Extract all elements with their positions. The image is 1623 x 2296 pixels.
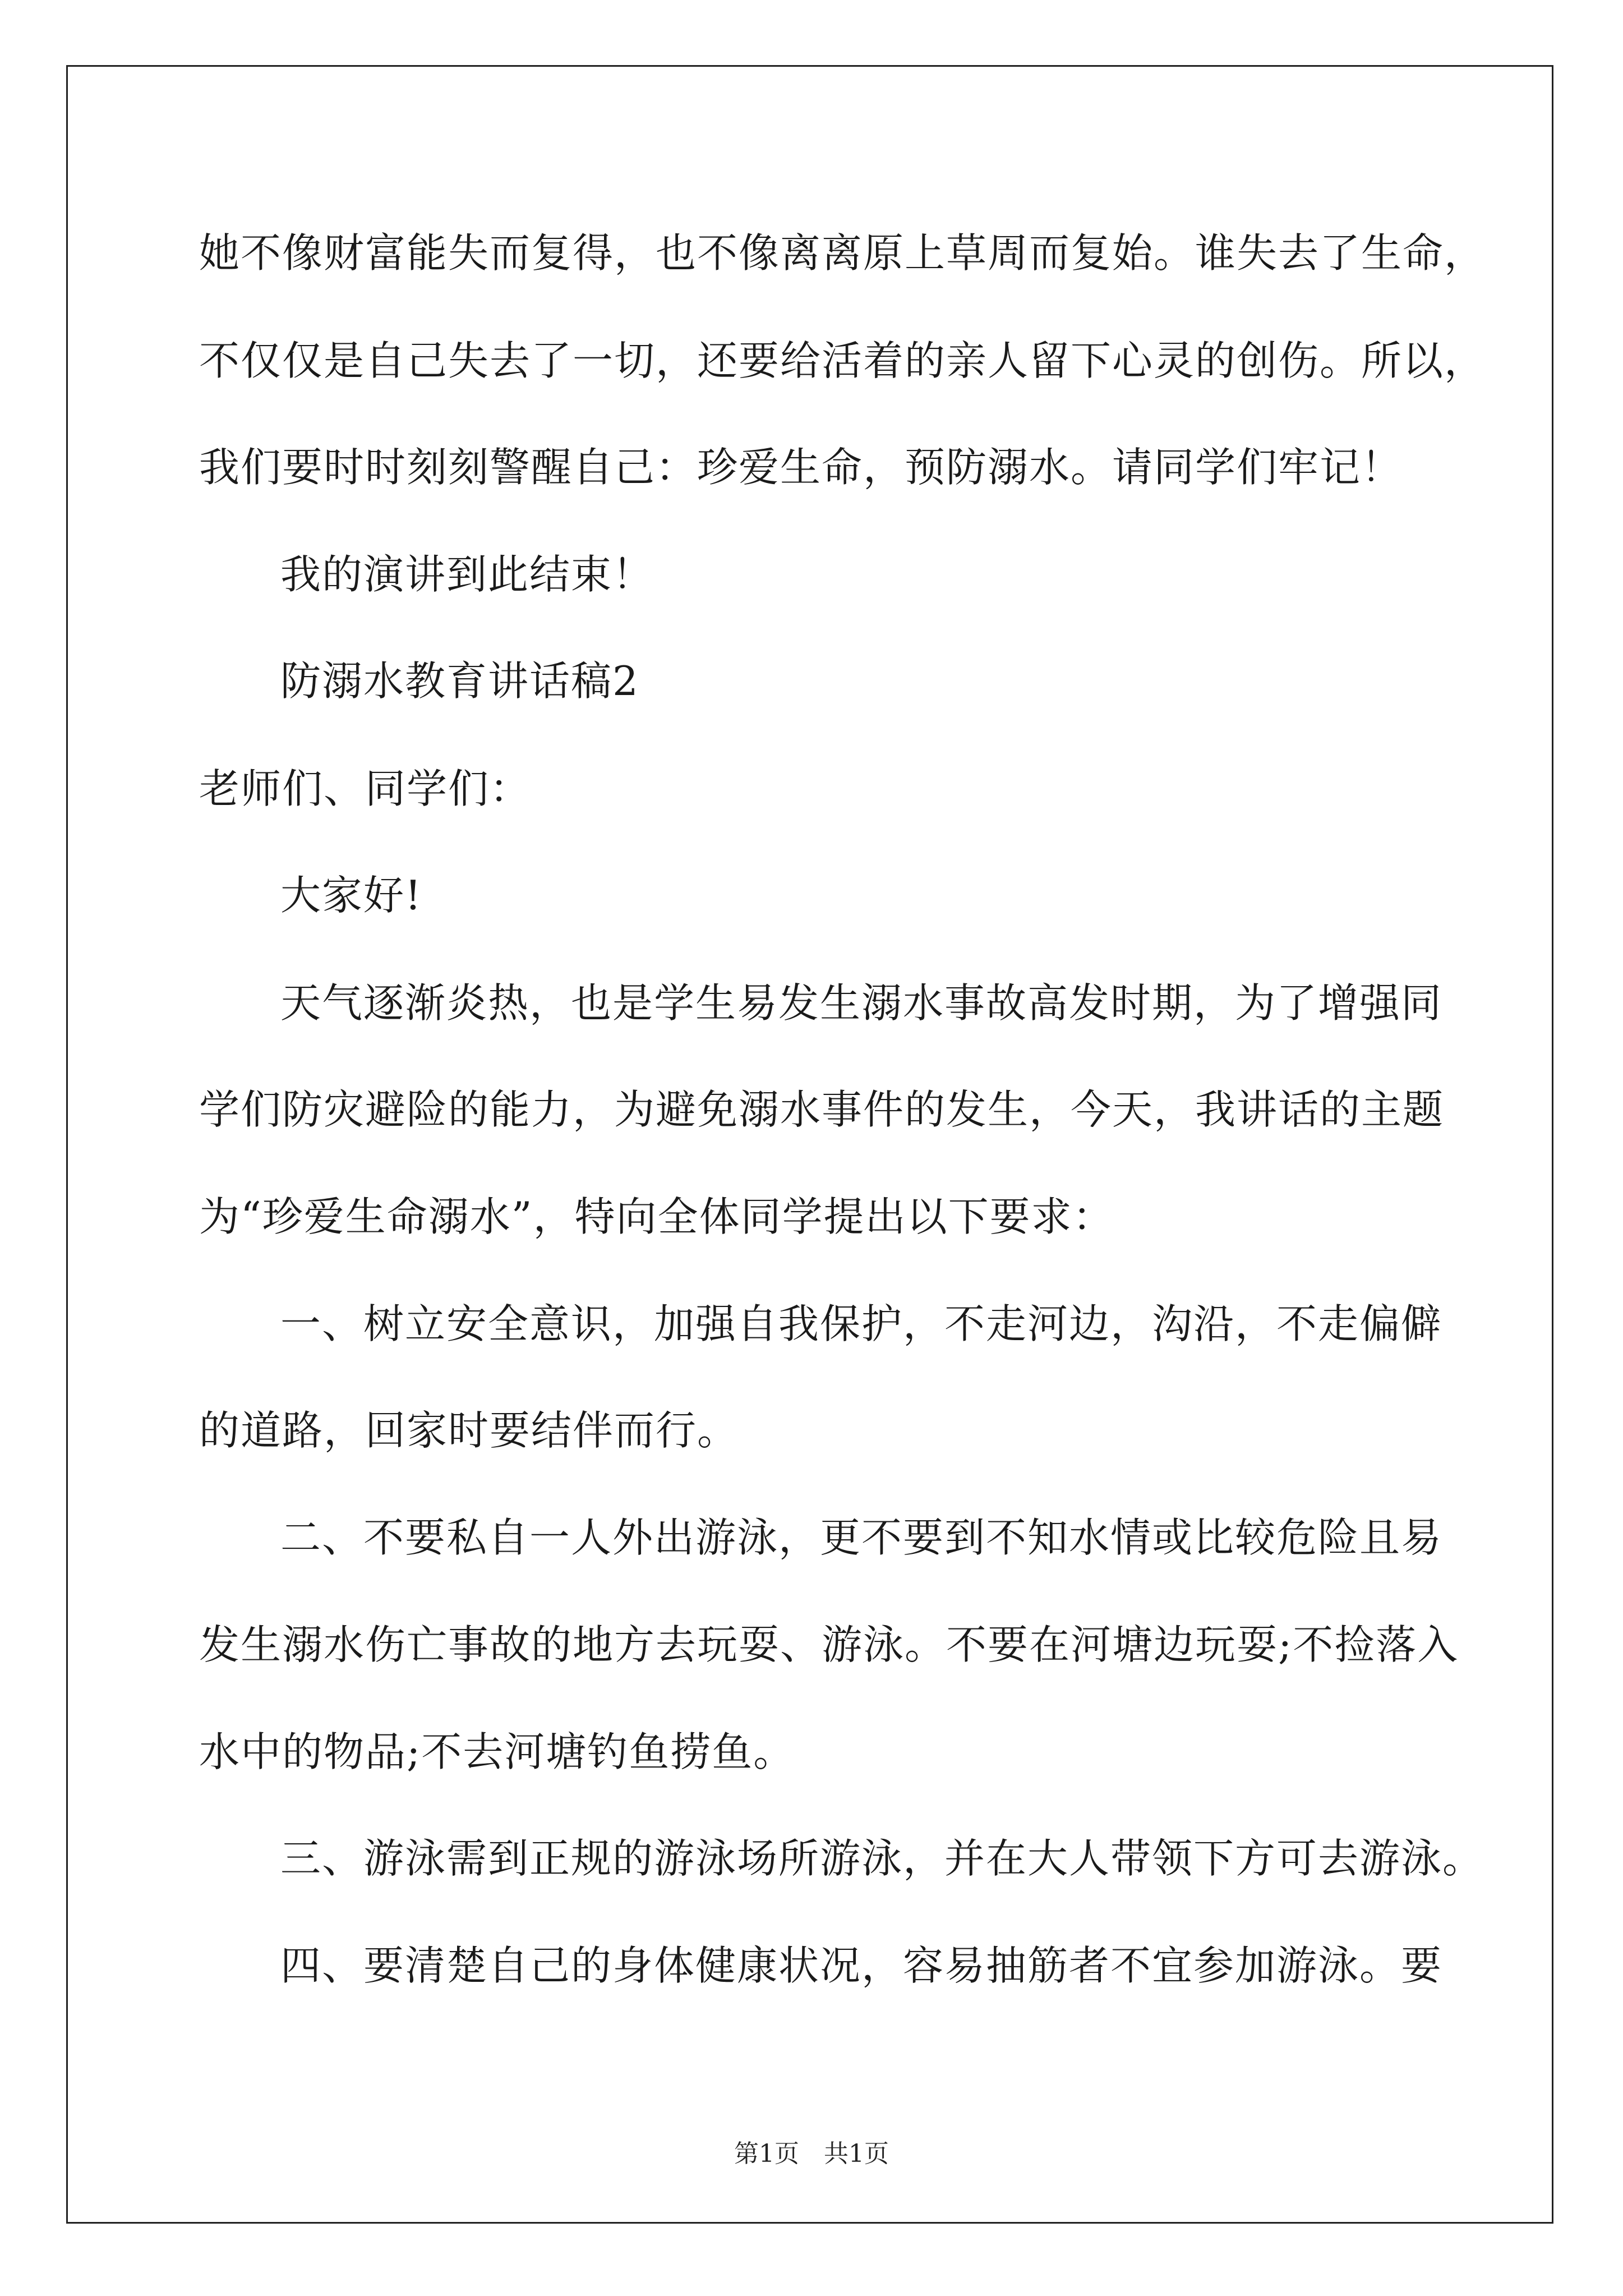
list-item-1-line-1: 一、树立安全意识，加强自我保护，不走河边，沟沿，不走偏僻 (280, 1300, 1443, 1347)
list-item-4-line-1: 四、要清楚自己的身体健康状况，容易抽筋者不宜参加游泳。要 (280, 1942, 1443, 1989)
paragraph-line-3: 我们要时时刻刻警醒自己：珍爱生命，预防溺水。请同学们牢记！ (199, 444, 1403, 491)
page-number-footer: 第1页 共1页 (734, 2139, 889, 2168)
paragraph-line-1: 她不像财富能失而复得，也不像离离原上草周而复始。谁失去了生命， (199, 229, 1486, 277)
paragraph-line-8: 天气逐渐炎热，也是学生易发生溺水事故高发时期，为了增强同 (280, 979, 1443, 1027)
list-item-3: 三、游泳需到正规的游泳场所游泳，并在大人带领下方可去游泳。 (280, 1835, 1484, 1882)
list-item-2-line-3: 水中的物品;不去河塘钓鱼捞鱼。 (199, 1728, 795, 1775)
paragraph-line-10: 为“珍爱生命溺水”，特向全体同学提出以下要求： (199, 1193, 1114, 1240)
list-item-2-line-1: 二、不要私自一人外出游泳，更不要到不知水情或比较危险且易 (280, 1514, 1443, 1561)
greeting: 大家好! (280, 872, 422, 919)
paragraph-line-9: 学们防灾避险的能力，为避免溺水事件的发生，今天，我讲话的主题 (199, 1086, 1445, 1133)
paragraph-line-2: 不仅仅是自己失去了一切，还要给活着的亲人留下心灵的创伤。所以， (199, 337, 1486, 384)
closing-line: 我的演讲到此结束！ (280, 551, 654, 598)
list-item-1-line-2: 的道路，回家时要结伴而行。 (199, 1407, 739, 1454)
list-item-2-line-2: 发生溺水伤亡事故的地方去玩耍、游泳。不要在河塘边玩耍;不捡落入 (199, 1621, 1459, 1668)
salutation: 老师们、同学们： (199, 765, 532, 812)
page-border (66, 65, 1553, 2224)
section-title: 防溺水教育讲话稿2 (280, 657, 639, 705)
